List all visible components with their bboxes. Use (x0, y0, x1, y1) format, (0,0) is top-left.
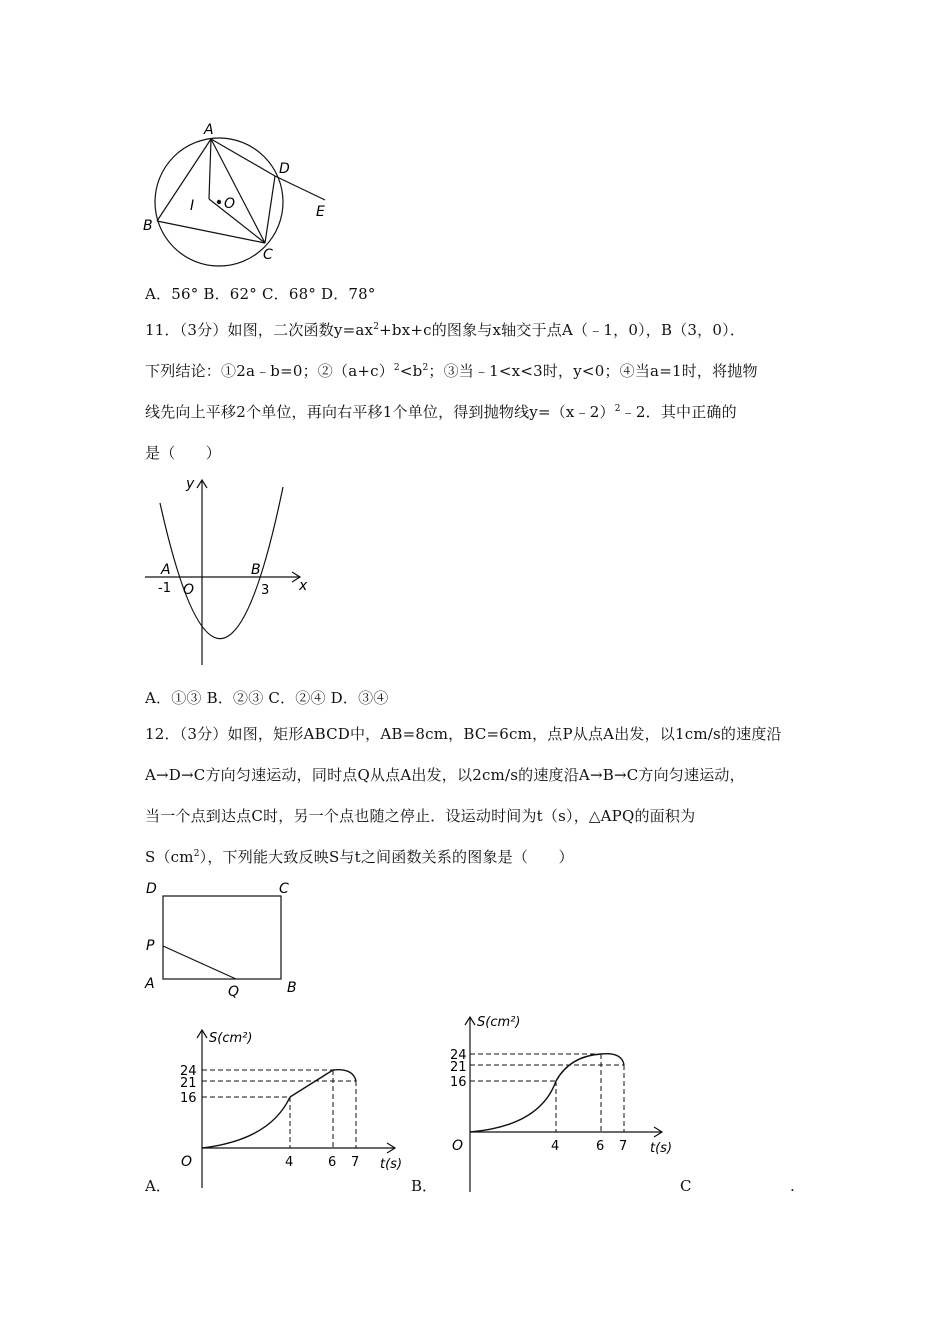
q11-line-2-sup2: 2 (422, 363, 429, 373)
q11-line-1-post: +bx+c的图象与x轴交于点A（﹣1，0），B（3，0）． (379, 321, 746, 339)
q12-line-2: A→D→C方向匀速运动，同时点Q从点A出发，以2cm/s的速度沿A→B→C方向匀速运动， (145, 766, 745, 784)
graph-a-ytick-21: 21 (180, 1076, 197, 1091)
graph-b-xtick-7: 7 (619, 1139, 628, 1154)
q11-line-3-text: 线先向上平移2个单位，再向右平移1个单位，得到抛物线y=（x﹣2） (145, 403, 615, 421)
q11-line-3-sup: 2 (614, 404, 621, 414)
q11-line-2-post: ；③当﹣1<x<3时，y<0；④当a=1时，将抛物 (428, 362, 758, 380)
graph-a-xtick-4: 4 (285, 1155, 294, 1170)
q10-options: A．56° B．62° C．68° D．78° (145, 285, 376, 303)
q12-label-a: A (145, 976, 155, 992)
graph-b-xtick-6: 6 (596, 1139, 605, 1154)
q11-options: A．①③ B．②③ C．②④ D．③④ (145, 689, 389, 707)
q12-option-c: C (680, 1177, 692, 1195)
q11-label-b: B (251, 562, 261, 578)
q12-label-d: D (146, 881, 157, 897)
graph-b-origin: O (452, 1138, 464, 1154)
q12-line-4-sup: 2 (193, 849, 200, 859)
q11-label-a: A (161, 562, 171, 578)
q11-label-minus1: -1 (158, 581, 171, 596)
graph-b-ylabel: S(cm²) (477, 1015, 521, 1030)
q11-label-x: x (299, 578, 308, 594)
q11-line-1-pre: 11．（3分）如图，二次函数y=ax (145, 321, 374, 339)
q12-label-p: P (146, 938, 155, 954)
graph-a-xlabel: t(s) (380, 1157, 403, 1172)
graph-b-curve-3 (601, 1054, 624, 1065)
q11-line-2-sup: 2 (393, 363, 400, 373)
q11-line-3-post: ﹣2．其中正确的 (620, 403, 737, 421)
graph-a-xtick-7: 7 (351, 1155, 360, 1170)
q12-trailing-dot: . (790, 1177, 795, 1195)
graph-b-xlabel: t(s) (650, 1141, 673, 1156)
q11-line-2-mid: <b (399, 362, 423, 380)
q10-label-a: A (204, 122, 214, 138)
q11-line-4: 是（ ） (145, 444, 222, 462)
graph-b-xtick-4: 4 (551, 1139, 560, 1154)
graph-a-ylabel: S(cm²) (209, 1031, 253, 1046)
q12-option-b: B． (411, 1177, 438, 1195)
q11-label-3: 3 (261, 583, 270, 598)
graph-b-ytick-16: 16 (450, 1075, 467, 1090)
graph-a-xtick-6: 6 (328, 1155, 337, 1170)
q10-label-c: C (263, 247, 273, 263)
graph-a-ytick-16: 16 (180, 1091, 197, 1106)
q12-option-a: A． (145, 1177, 171, 1195)
q12-line-3: 当一个点到达点C时，另一个点也随之停止．设运动时间为t（s），△APQ的面积为 (145, 807, 696, 825)
q11-line-1-sup: 2 (373, 322, 380, 332)
graph-a-ytick-24: 24 (180, 1064, 197, 1079)
graph-a-origin: O (181, 1154, 193, 1170)
q11-label-o: O (183, 582, 195, 598)
graph-b-ytick-24: 24 (450, 1048, 467, 1063)
q11-label-y: y (186, 476, 195, 492)
q10-label-i: I (190, 198, 195, 214)
q10-label-d: D (279, 161, 290, 177)
graph-b-curve-1 (470, 1081, 556, 1132)
q11-line-2-pre: 下列结论：①2a﹣b=0；②（a+c） (145, 362, 394, 380)
graph-b-curve-2 (556, 1054, 601, 1081)
q12-label-c: C (279, 881, 289, 897)
q12-line-1: 12．（3分）如图，矩形ABCD中，AB=8cm，BC=6cm，点P从点A出发，以1cm/s的速度沿 (145, 725, 782, 743)
q10-label-e: E (316, 204, 325, 220)
q12-label-b: B (287, 980, 297, 996)
q12-line-4-pre: S（cm (145, 848, 194, 866)
q10-label-b: B (143, 218, 153, 234)
q12-line-4-post: ），下列能大致反映S与t之间函数关系的图象是（ ） (199, 848, 574, 866)
q12-label-q: Q (228, 984, 240, 1000)
q10-label-o: O (224, 196, 236, 212)
graph-b-ytick-21: 21 (450, 1060, 467, 1075)
